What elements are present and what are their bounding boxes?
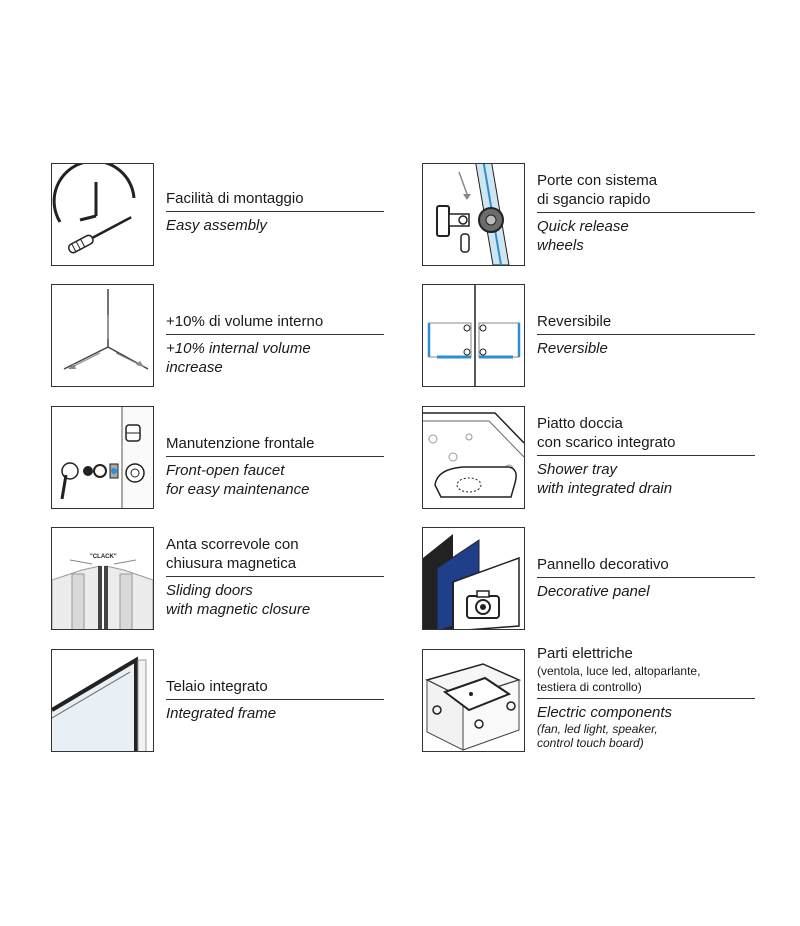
divider [537,577,755,578]
feature-title-it: +10% di volume interno [166,313,324,330]
feature-title-en: Quick release wheels [537,218,629,254]
divider [166,211,384,212]
feature-title-en: Front-open faucet for easy maintenance [166,462,310,498]
feature-title-en: Electric components [537,704,673,721]
shower-tray-drain-icon [422,406,525,509]
divider [166,576,384,577]
frame-corner-icon [51,649,154,752]
divider [537,212,755,213]
clack-label: "CLACK" [90,554,117,560]
divider [537,455,755,456]
feature-title-en: Decorative panel [537,583,650,600]
feature-title-it: Piatto doccia con scarico integrato [537,415,676,451]
ceiling-electric-icon [422,649,525,752]
feature-title-it: Reversibile [537,313,612,330]
feature-title-en: Integrated frame [166,705,277,722]
magnetic-closure-icon [51,527,154,630]
divider [166,456,384,457]
feature-title-en: Shower tray with integrated drain [537,461,673,497]
divider [537,698,755,699]
feature-title-it: Porte con sistema di sgancio rapido [537,172,658,208]
feature-title-it: Manutenzione frontale [166,435,315,452]
divider [166,699,384,700]
feature-title-it: Telaio integrato [166,678,268,695]
feature-subtitle-it: (ventola, luce led, altoparlante, testiera di controllo) [537,664,701,694]
feature-title-it: Parti elettriche [537,645,633,662]
feature-title-it: Facilità di montaggio [166,190,304,207]
feature-title-en: Sliding doors with magnetic closure [166,582,311,618]
feature-title-it: Pannello decorativo [537,556,669,573]
divider [537,334,755,335]
feature-subtitle-en: (fan, led light, speaker, control touch board) [537,722,658,750]
quick-release-wheel-icon [422,163,525,266]
faucet-parts-icon [51,406,154,509]
feature-title-it: Anta scorrevole con chiusura magnetica [166,536,299,572]
feature-title-en: +10% internal volume increase [166,340,311,376]
volume-axes-icon [51,284,154,387]
reversible-doors-icon [422,284,525,387]
feature-title-en: Easy assembly [166,217,267,234]
clock-screwdriver-icon [51,163,154,266]
divider [166,334,384,335]
decorative-panel-camera-icon [422,527,525,630]
feature-title-en: Reversible [537,340,608,357]
